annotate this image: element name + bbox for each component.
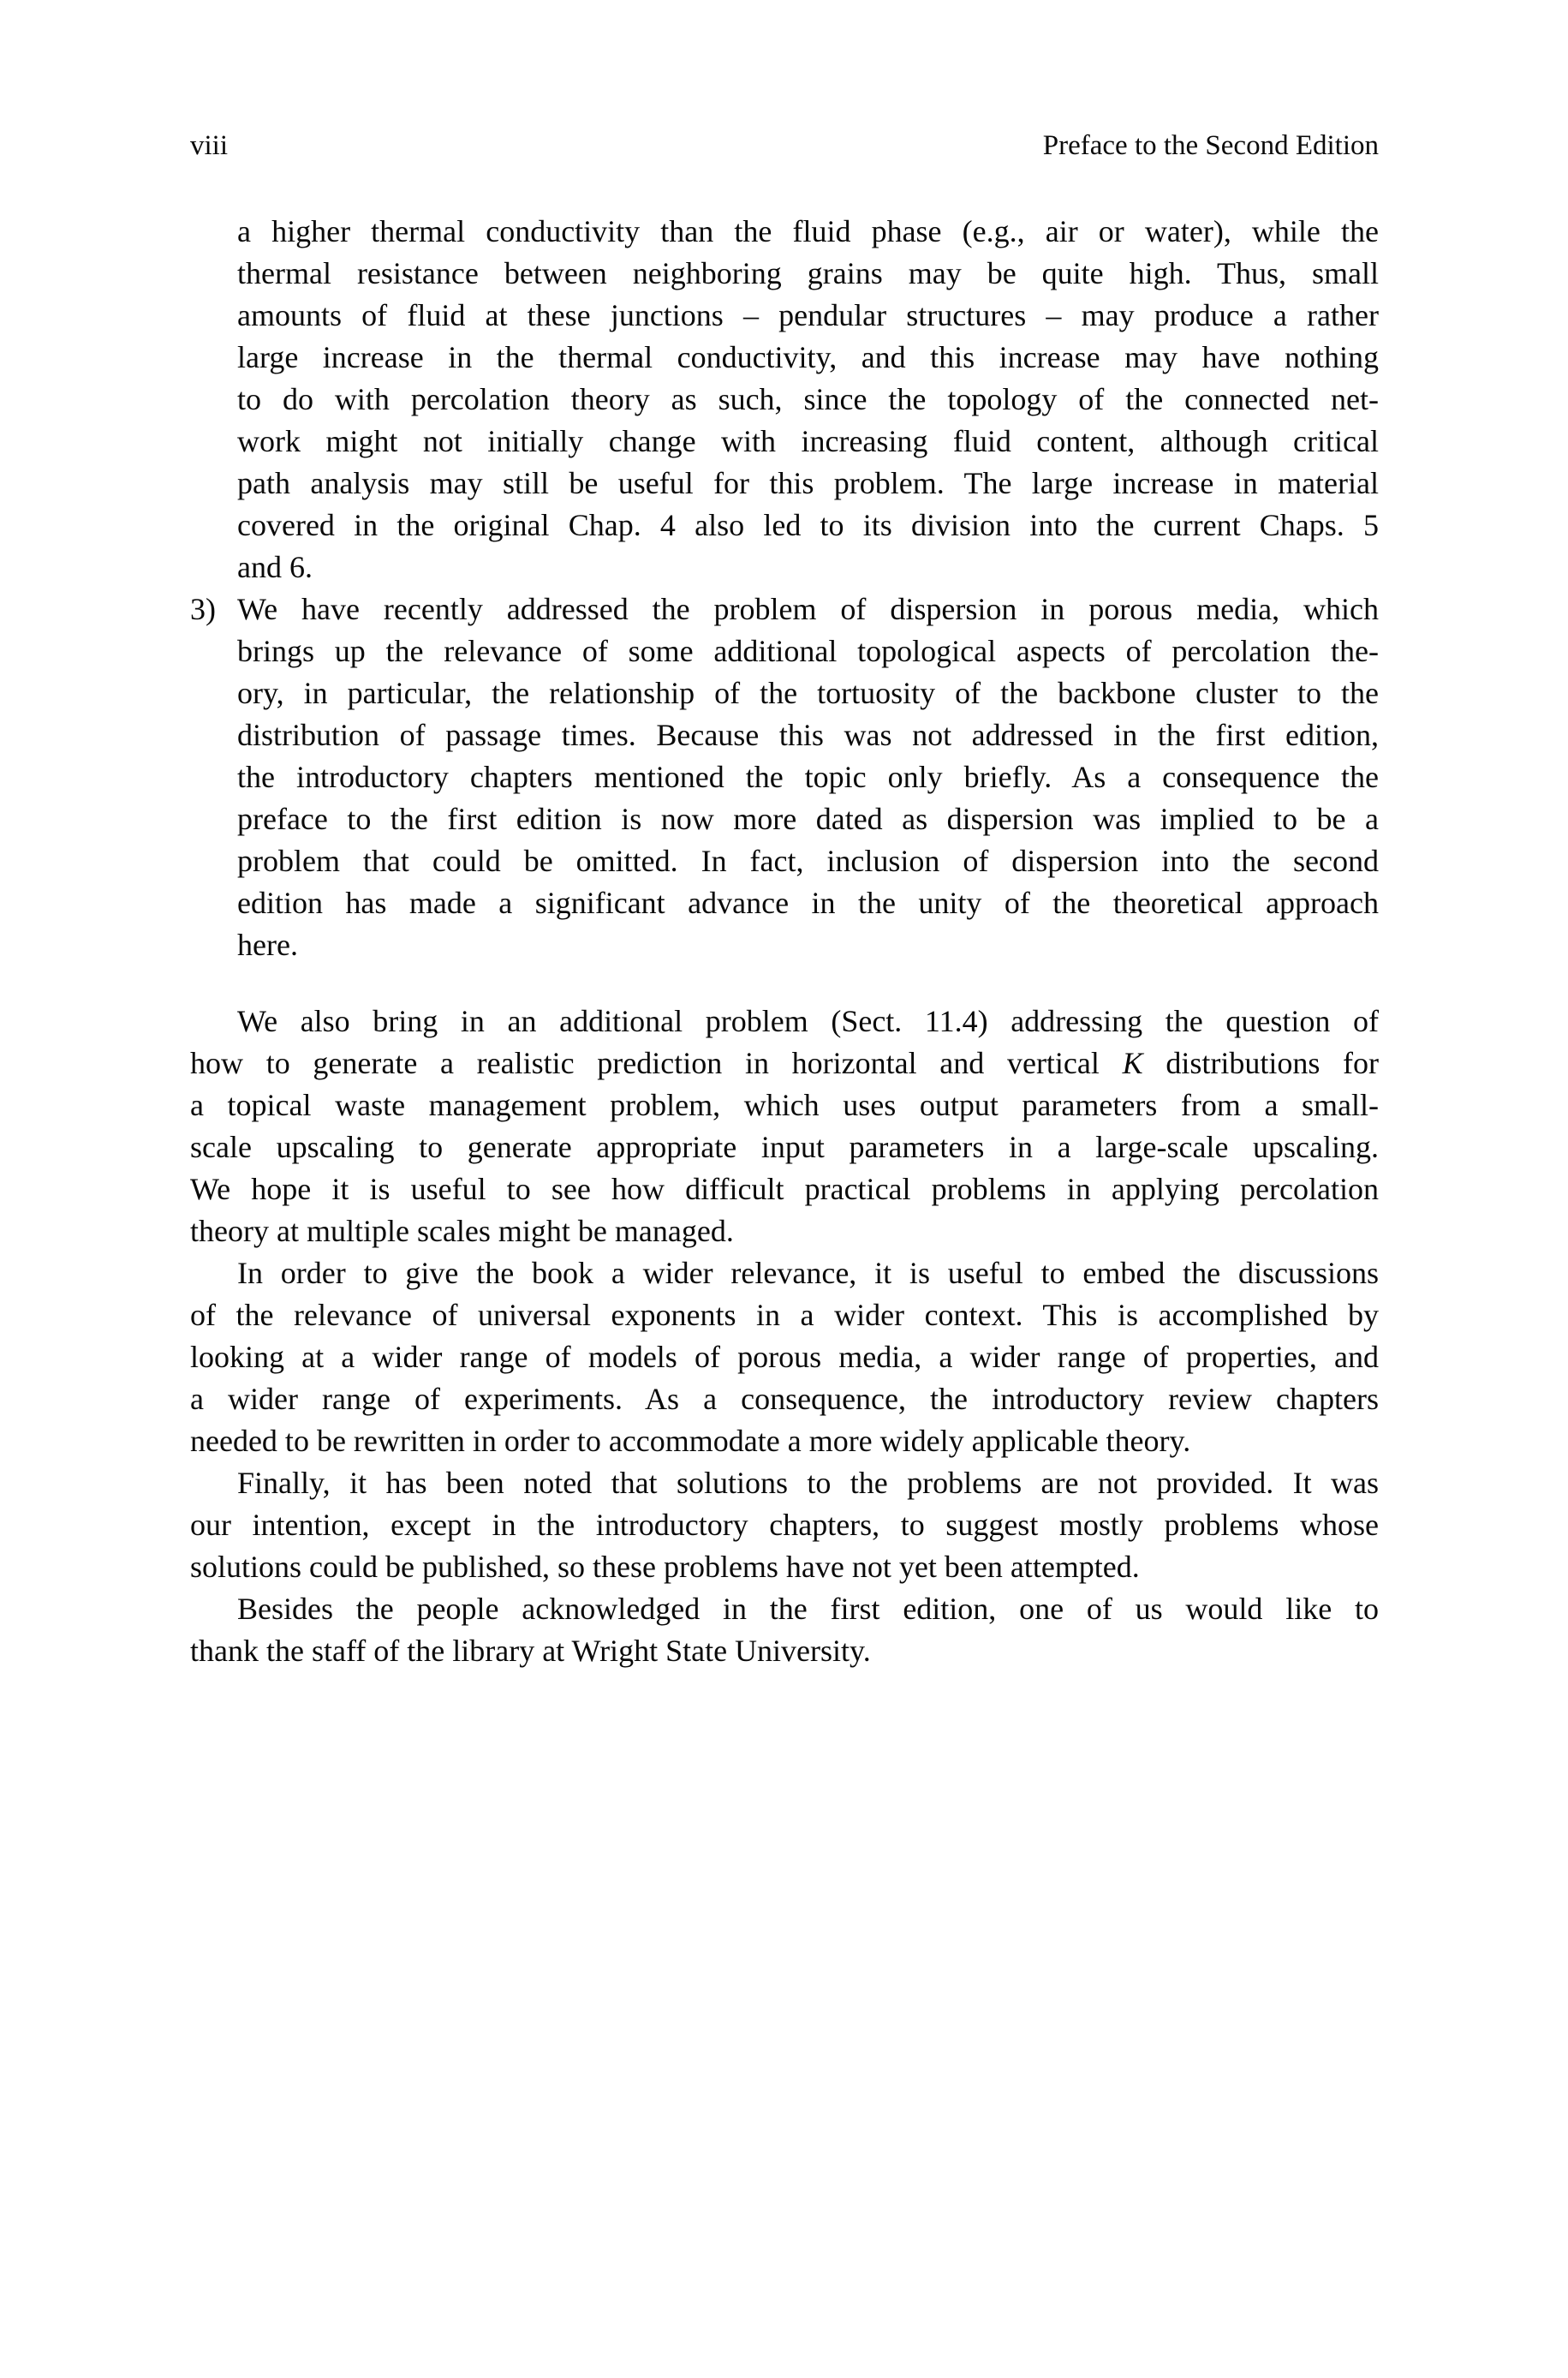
text-line: Besides the people acknowledged in the first edition, one of us would like to bbox=[237, 1592, 1379, 1626]
text-line: thermal resistance between neighboring grains may be quite high. Thus, small bbox=[237, 256, 1379, 290]
text-line: a higher thermal conductivity than the fluid phase (e.g., air or water), while the bbox=[237, 214, 1379, 248]
text-line: looking at a wider range of models of porous media, a wider range of properties, and bbox=[190, 1340, 1379, 1374]
text-line: large increase in the thermal conductivity, and this increase may have nothing bbox=[237, 340, 1379, 374]
list-item-3-marker: 3) bbox=[190, 592, 216, 626]
text-line: Finally, it has been noted that solutions to the problems are not provided. It was bbox=[237, 1466, 1379, 1500]
text-line: We also bring in an additional problem (Sect. 11.4) addressing the question of bbox=[237, 1004, 1379, 1038]
text-line: ory, in particular, the relationship of the tortuosity of the backbone cluster to the bbox=[237, 676, 1379, 710]
math-variable-K: K bbox=[1122, 1046, 1143, 1080]
paragraph-besides bbox=[190, 1588, 1379, 1672]
list-item-3 bbox=[190, 589, 1379, 966]
text-line: covered in the original Chap. 4 also led to its division into the current Chaps. 5 bbox=[237, 508, 1379, 542]
text-line: distribution of passage times. Because this was not addressed in the first edition, bbox=[237, 718, 1379, 752]
text-line: We have recently addressed the problem of dispersion in porous media, which bbox=[237, 592, 1379, 626]
running-head-title: Preface to the Second Edition bbox=[1042, 130, 1379, 161]
text-segment: distributions for bbox=[1166, 1046, 1380, 1080]
text-line: the introductory chapters mentioned the topic only briefly. As a consequence the bbox=[237, 760, 1379, 794]
text-line: thank the staff of the library at Wright State University. bbox=[190, 1634, 871, 1668]
text-line: of the relevance of universal exponents in a wider context. This is accomplished by bbox=[190, 1298, 1379, 1332]
text-line: brings up the relevance of some additional topological aspects of percolation the- bbox=[237, 634, 1379, 668]
text-line: We hope it is useful to see how difficult practical problems in applying percolation bbox=[190, 1172, 1379, 1206]
paragraph-wider-relevance bbox=[190, 1252, 1379, 1462]
paragraph-sect-11-4 bbox=[190, 1001, 1379, 1252]
text-line: theory at multiple scales might be managed. bbox=[190, 1214, 734, 1248]
text-line: problem that could be omitted. In fact, inclusion of dispersion into the second bbox=[237, 844, 1379, 878]
text-line: our intention, except in the introductory chapters, to suggest mostly problems whose bbox=[190, 1508, 1379, 1542]
text-line: a topical waste management problem, which uses output parameters from a small- bbox=[190, 1088, 1379, 1122]
page-content bbox=[190, 128, 1379, 1672]
text-line: scale upscaling to generate appropriate input parameters in a large-scale upscaling. bbox=[190, 1130, 1379, 1164]
text-line bbox=[190, 1043, 1379, 1084]
text-line: edition has made a significant advance in the unity of the theoretical approach bbox=[237, 886, 1379, 920]
text-segment: how to generate a realistic prediction in horizontal and vertical bbox=[190, 1046, 1100, 1080]
page-number: viii bbox=[190, 130, 229, 161]
page-body bbox=[190, 211, 1379, 1672]
text-line: In order to give the book a wider relevance, it is useful to embed the discussions bbox=[237, 1256, 1379, 1290]
text-line: needed to be rewritten in order to accommodate a more widely applicable theory. bbox=[190, 1424, 1191, 1458]
text-line: to do with percolation theory as such, since the topology of the connected net- bbox=[237, 382, 1379, 416]
text-line: and 6. bbox=[237, 550, 313, 584]
text-line: solutions could be published, so these problems have not yet been attempted. bbox=[190, 1550, 1140, 1584]
text-line: preface to the first edition is now more dated as dispersion was implied to be a bbox=[237, 802, 1379, 836]
running-header bbox=[190, 128, 1379, 163]
text-line: here. bbox=[237, 928, 298, 962]
text-line: work might not initially change with increasing fluid content, although critical bbox=[237, 424, 1379, 458]
paragraph-finally bbox=[190, 1462, 1379, 1588]
list-item-2-continuation bbox=[190, 211, 1379, 589]
text-line: a wider range of experiments. As a consequence, the introductory review chapters bbox=[190, 1382, 1379, 1416]
text-line: amounts of fluid at these junctions – pendular structures – may produce a rather bbox=[237, 298, 1379, 332]
text-line: path analysis may still be useful for this problem. The large increase in material bbox=[237, 466, 1379, 500]
